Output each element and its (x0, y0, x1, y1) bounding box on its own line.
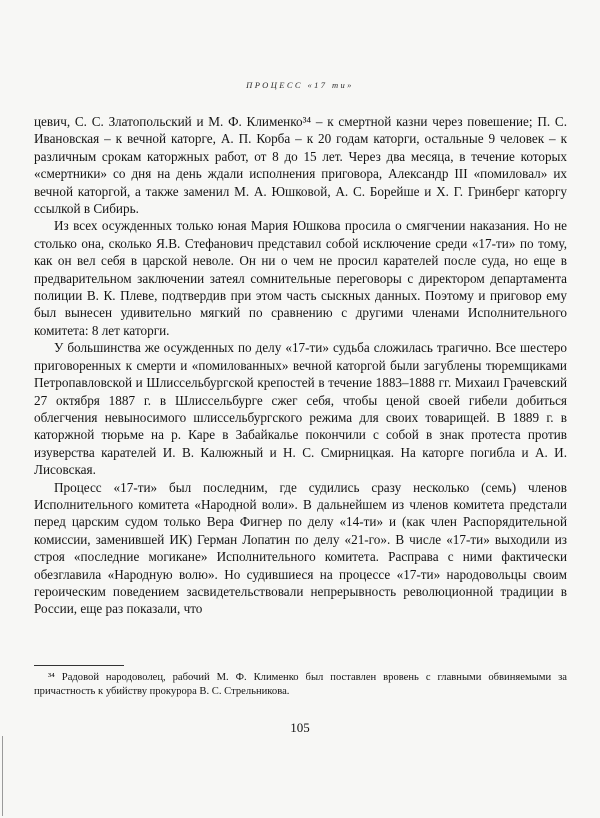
paragraph: У большинства же осужденных по делу «17-ти» судьба сложилась трагично. Все шестеро приговоренных к смерти и «помилованных» вечной каторгой были загублены тюремщиками Петропавловской и Шлиссельбургской крепостей в течение 1883–1888 гг. Михаил Грачевский 27 октября 1887 г. в Шлиссельбурге сжег себя, чтобы ценой своей гибели добиться облегчения невыносимого шлиссельбургского режима для своих товарищей. В 1889 г. в каторжной тюрьме на р. Каре в Забайкалье покончили с собой в знак протеста против изуверства карателей И. В. Калюжный и Н. С. Смирницкая. На каторге погибла и А. И. Лисовская. (34, 340, 567, 478)
running-head: ПРОЦЕСС «17 ти» (246, 80, 354, 90)
paragraph: Процесс «17-ти» был последним, где судились сразу несколько (семь) членов Исполнительного комитета «Народной воли». В дальнейшем из членов комитета предстали перед царским судом только Вера Фигнер по делу «14-ти» и (как член Распорядительной комиссии, заменившей ИК) Герман Лопатин по делу «21-го». В числе «17-ти» выходили из строя «последние могикане» Исполнительного комитета. Расправа с ними фактически обезглавила «Народную волю». Но судившиеся на процессе «17-ти» народовольцы своим героическим поведением засвидетельствовали непрерывность революционной традиции в России, еще раз показали, что (34, 479, 567, 617)
footnote (34, 671, 567, 699)
body-text (34, 113, 567, 618)
scan-edge-line (2, 736, 3, 816)
paragraph: Из всех осужденных только юная Мария Юшкова просила о смягчении наказания. Но не столько она, сколько Я.В. Стефанович представил собой исключение среди «17-ти» по тому, как он вел себя в царской неволе. Он ни о чем не просил карателей после суда, но еще в предварительном заключении затеял сомнительные переговоры с директором департамента полиции В. К. Плеве, подтвердив при этом часть сыскных данных. Поэтому и приговор ему был вынесен удивительно мягкий по сравнению с другими членами Исполнительного комитета: 8 лет каторги. (34, 218, 567, 338)
page-number: 105 (290, 720, 310, 735)
footnote-divider (34, 665, 124, 666)
paragraph-continuation: цевич, С. С. Златопольский и М. Ф. Клименко³⁴ – к смертной казни через повешение; П. С. Ивановская – к вечной каторге, А. П. Корба – к 20 годам каторги, остальные 9 человек – к различным срокам каторжных работ, от 8 до 15 лет. Через два месяца, в течение которых «смертники» со дня на день ждали исполнения приговора, Александр III «помиловал» их вечной каторгой, а также заменил М. А. Юшковой, А. С. Борейше и Х. Г. Гринберг каторгу ссылкой в Сибирь. (34, 114, 567, 217)
footnote-text: ³⁴ Радовой народоволец, рабочий М. Ф. Клименко был поставлен вровень с главными обвиняемыми за причастность к убийству прокурора В. С. Стрельникова. (34, 672, 567, 697)
